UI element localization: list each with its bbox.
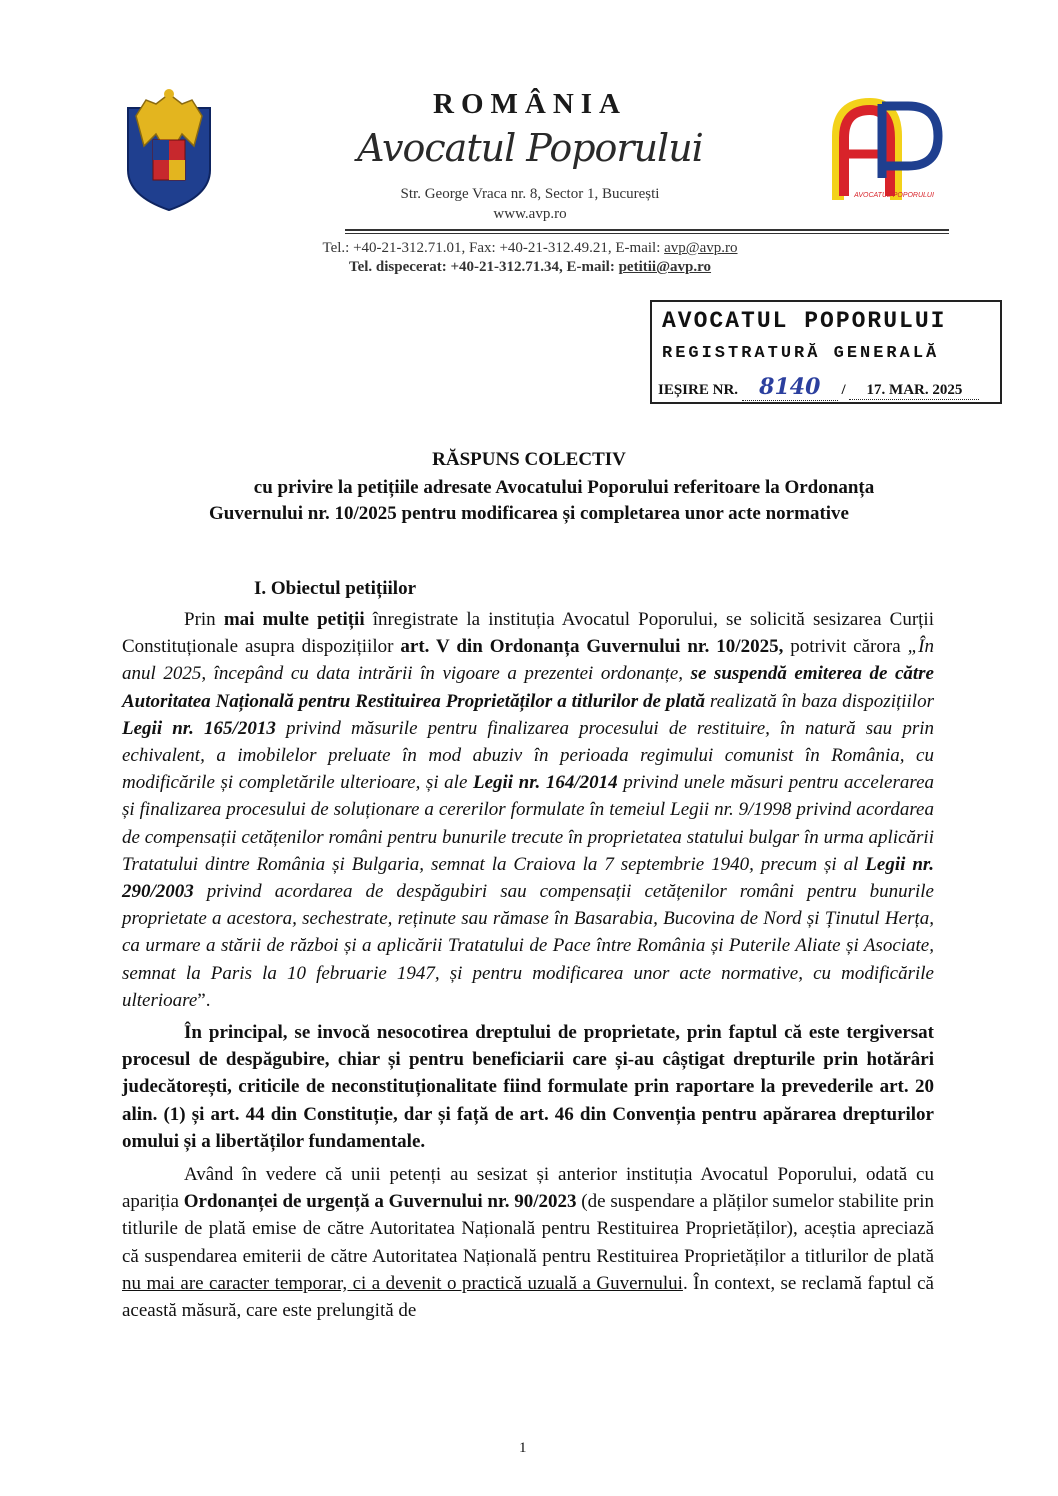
contact-dispatch: Tel. dispecerat: +40-21-312.71.34, E-mail: [348, 259, 619, 275]
document-subtitle-2: Guvernului nr. 10/2025 pentru modificarea și completarea unor acte normative [209, 503, 849, 524]
stamp-line-3: IEȘIRE NR. 8140 / 17. MAR. 2025 [658, 374, 979, 401]
p3-run: nu mai are caracter temporar, ci a devenit o practică uzuală a Guvernului [122, 1272, 683, 1294]
p1-run: „În anul 2025, începând cu data intrării în vigoare a prezentei ordonanțe, [122, 636, 934, 685]
p1-run: ”. [197, 989, 211, 1011]
p1-run: înregistrate la instituția Avocatul Poporului, se solicită sesizarea Curții Constituționale asupra dispozițiilor [122, 609, 934, 658]
p1-run: privind măsurile pentru finalizarea procesului de restituire, în natură sau prin echivalent, a imobilelor preluate în mod abuziv în perioada regimului comunist în România, cu modificările și completările ulterioare, și ale [122, 717, 934, 794]
p1-run: realizată în baza dispozițiilor [704, 690, 934, 712]
paragraph-2 [122, 1019, 934, 1155]
stamp-number: 8140 [759, 374, 821, 400]
header-rule-thin [345, 233, 949, 234]
ap-logo [830, 96, 950, 204]
petitions-email-link[interactable]: petitii@avp.ro [618, 259, 712, 275]
stamp-line-1: AVOCATUL POPORULUI [662, 308, 947, 334]
p1-run: Legii nr. 164/2014 [472, 772, 618, 794]
address: Str. George Vraca nr. 8, Sector 1, București [400, 186, 660, 202]
registry-stamp [650, 300, 1002, 404]
country-name: ROMÂNIA [433, 88, 627, 120]
p1-run: Legii nr. 290/2003 [122, 853, 934, 903]
institution-name: Avocatul Poporului [357, 126, 703, 170]
p1-run: potrivit cărora [783, 636, 908, 658]
p1-run: Legii nr. 165/2013 [122, 717, 276, 739]
document-body [122, 606, 934, 1329]
p1-run: mai multe petiții [223, 609, 365, 630]
p1-run: art. V din Ordonanța Guvernului nr. 10/2025, [400, 636, 784, 658]
contact-line-2 [220, 259, 840, 276]
p1-run: privind acordarea de despăgubiri sau compensații cetățenilor români pentru bunurile proprietate a acestora, sechestrate, reținute sau rămase în Basarabia, Bucovina de Nord și Ținutul Herța, ca urmare a stării de război și a aplicării Tratatului de Pace între România și Puterile Aliate și Asociate, semnat la Paris la 10 februarie 1947, și pentru modificarea unor acte normative, cu modificările ulterioare [122, 881, 934, 1011]
paragraph-3 [122, 1161, 934, 1324]
stamp-exit-label: IEȘIRE NR. [658, 382, 739, 398]
logo-caption: AVOCATUL POPORULUI [854, 192, 934, 199]
section-heading: I. Obiectul petițiilor [254, 578, 417, 599]
document-title: RĂSPUNS COLECTIV [432, 449, 626, 470]
contact-phone-fax: Tel.: +40-21-312.71.01, Fax: +40-21-312.49.21, E-mail: [322, 240, 665, 256]
page-number: 1 [519, 1440, 527, 1456]
contact-line-1 [220, 240, 840, 257]
stamp-line-2: REGISTRATURĂ GENERALĂ [662, 344, 940, 363]
p1-run: se suspendă emiterea de către Autoritatea Națională pentru Restituirea Proprietăților a titlurilor de plată [122, 663, 934, 712]
website: www.avp.ro [493, 206, 567, 222]
paragraph-1 [122, 606, 934, 1014]
p3-run: Având în vedere că unii petenți au sesizat și anterior instituția Avocatul Poporului, odată cu apariția [122, 1164, 934, 1213]
p3-run: . În context, se reclamă faptul că această măsură, care este prelungită de [122, 1272, 934, 1322]
coat-of-arms-icon [126, 86, 212, 212]
p3-run: Ordonanței de urgență a Guvernului nr. 90/2023 [183, 1191, 577, 1213]
stamp-date: 17. MAR. 2025 [849, 382, 979, 400]
paragraph-2-text: În principal, se invocă nesocotirea dreptului de proprietate, prin faptul că este tergiversat procesul de despăgubire, chiar și pentru beneficiarii care și-au câștigat drepturile prin hotărâri judecătorești, criticile de neconstituționalitate fiind formulate prin raportare la prevederile art. 20 alin. (1) și art. 44 din Constituție, dar și față de art. 46 din Convenția pentru apărarea drepturilor omului și a libertăților fundamentale. [122, 1022, 934, 1152]
header-rule [345, 229, 949, 231]
p1-run: privind unele măsuri pentru accelerarea și finalizarea procesului de soluționare a cererilor formulate în temeiul Legii nr. 9/1998 privind acordarea de compensații cetățenilor români pentru bunurile trecute în proprietatea statului bulgar în urma aplicării Tratatului dintre România și Bulgaria, semnat la Craiova la 7 septembrie 1940, precum și al [122, 772, 935, 875]
email-link[interactable]: avp@avp.ro [664, 240, 738, 256]
p1-run: Prin [184, 609, 224, 630]
document-subtitle-1: cu privire la petițiile adresate Avocatului Poporului referitoare la Ordonanța [253, 477, 875, 498]
p3-run: (de suspendare a plăților sumelor stabilite prin titlurile de plată emise de către Autoritatea Națională pentru Restituirea Proprietăților), aceștia apreciază că suspendarea emiterii de către Autoritatea Națională pentru Restituirea Proprietăților a titlurilor de plată [122, 1191, 934, 1267]
